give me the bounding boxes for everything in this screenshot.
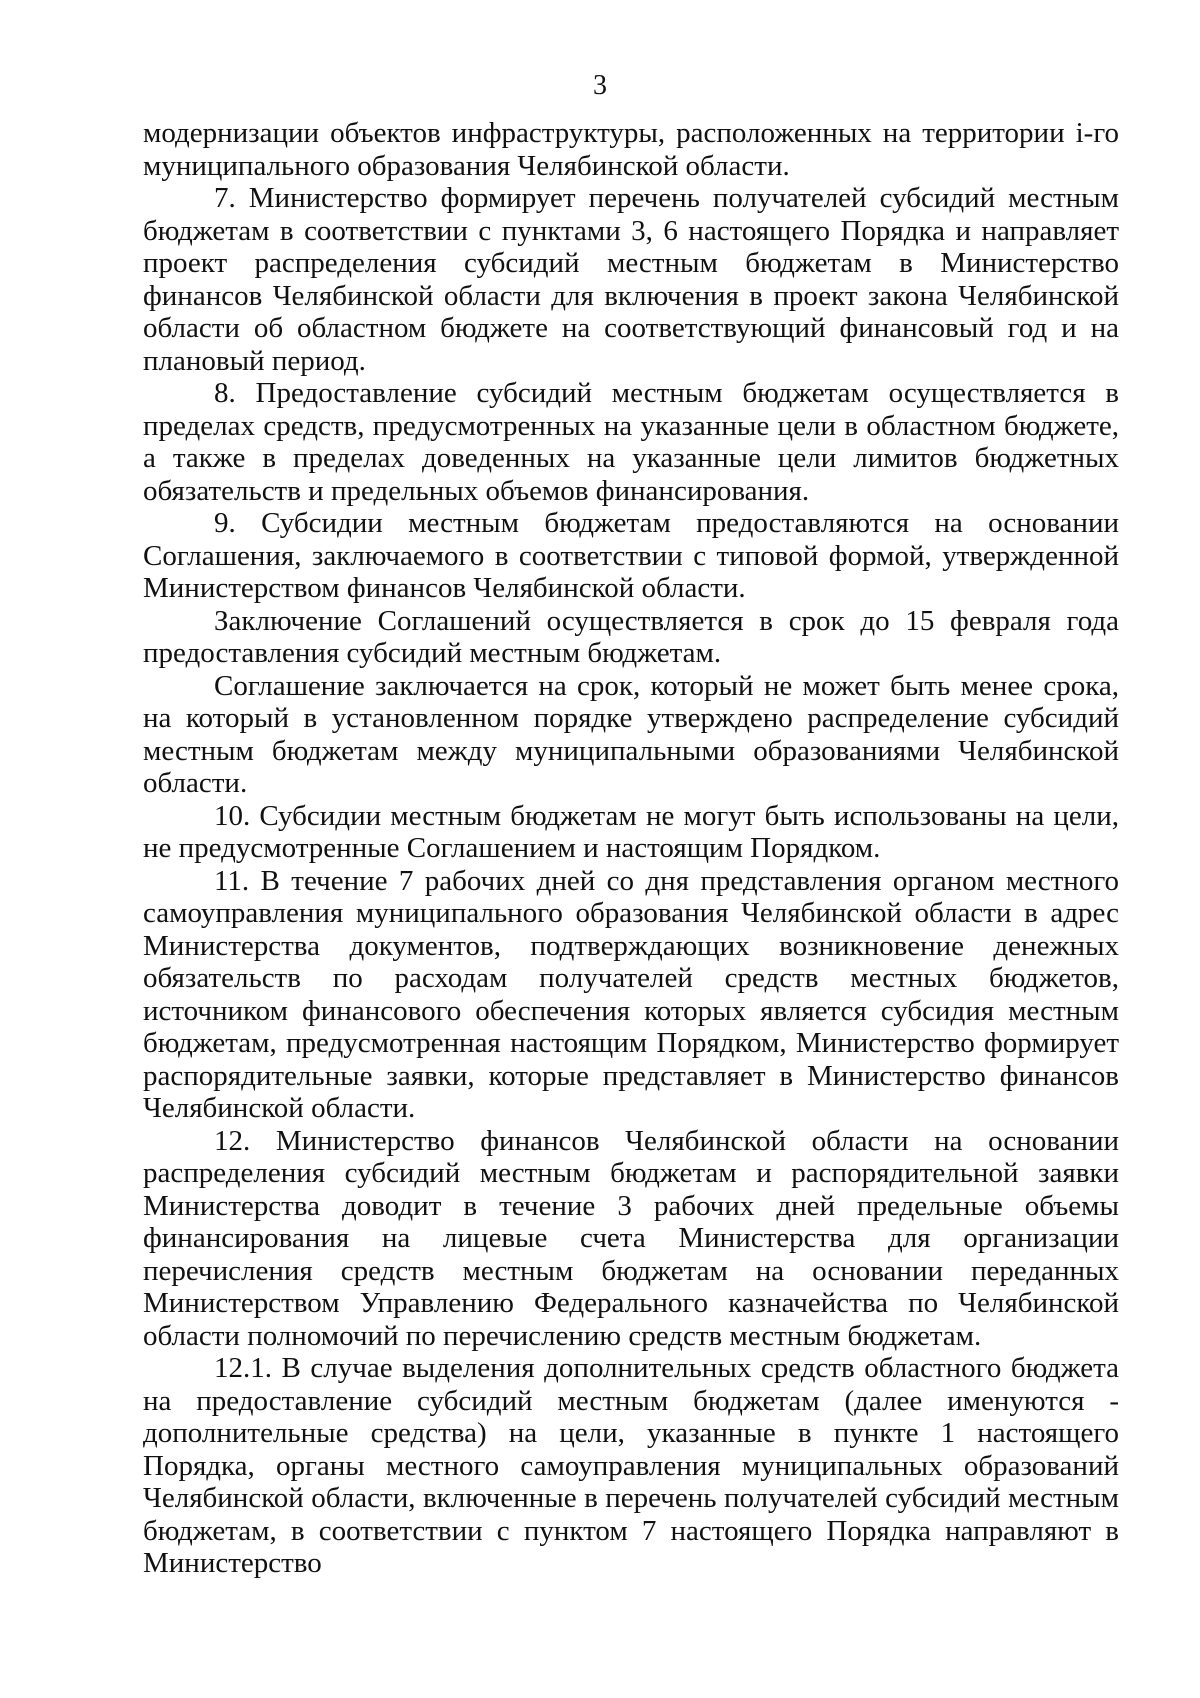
paragraph-item-12-1: 12.1. В случае выделения дополнительных средств областного бюджета на предоставление субсидий местным бюджетам (далее именуются - дополнительные средства) на цели, указанные в пункте 1 настоящего Порядка, органы местного самоуправления муниципальных образований Челябинской области, включенные в перечень получателей субсидий местным бюджетам, в соответствии с пунктом 7 настоящего Порядка направляют в Министерство <box>143 1352 1119 1579</box>
paragraph-item-8: 8. Предоставление субсидий местным бюджетам осуществляется в пределах средств, предусмотренных на указанные цели в областном бюджете, а также в пределах доведенных на указанные цели лимитов бюджетных обязательств и предельных объемов финансирования. <box>143 377 1119 507</box>
page-number: 3 <box>593 70 607 101</box>
paragraph-item-7: 7. Министерство формирует перечень получателей субсидий местным бюджетам в соответствии с пунктами 3, 6 настоящего Порядка и направляет проект распределения субсидий местным бюджетам в Министерство финансов Челябинской области для включения в проект закона Челябинской области об областном бюджете на соответствующий финансовый год и на плановый период. <box>143 182 1119 377</box>
paragraph-item-11: 11. В течение 7 рабочих дней со дня представления органом местного самоуправления муниципального образования Челябинской области в адрес Министерства документов, подтверждающих возникновение денежных обязательств по расходам получателей средств местных бюджетов, источником финансового обеспечения которых является субсидия местным бюджетам, предусмотренная настоящим Порядком, Министерство формирует распорядительные заявки, которые представляет в Министерство финансов Челябинской области. <box>143 864 1119 1124</box>
paragraph-item-10: 10. Субсидии местным бюджетам не могут быть использованы на цели, не предусмотренные Соглашением и настоящим Порядком. <box>143 799 1119 864</box>
paragraph-agreement-term: Соглашение заключается на срок, который не может быть менее срока, на который в установленном порядке утверждено распределение субсидий местным бюджетам между муниципальными образованиями Челябинской области. <box>143 669 1119 799</box>
paragraph-agreement-deadline: Заключение Соглашений осуществляется в срок до 15 февраля года предоставления субсидий местным бюджетам. <box>143 604 1119 669</box>
document-body <box>143 117 1119 1580</box>
paragraph-item-9: 9. Субсидии местным бюджетам предоставляются на основании Соглашения, заключаемого в соответствии с типовой формой, утвержденной Министерством финансов Челябинской области. <box>143 507 1119 604</box>
paragraph-item-12: 12. Министерство финансов Челябинской области на основании распределения субсидий местным бюджетам и распорядительной заявки Министерства доводит в течение 3 рабочих дней предельные объемы финансирования на лицевые счета Министерства для организации перечисления средств местным бюджетам на основании переданных Министерством Управлению Федерального казначейства по Челябинской области полномочий по перечислению средств местным бюджетам. <box>143 1124 1119 1352</box>
paragraph-continuation: модернизации объектов инфраструктуры, расположенных на территории i-го муниципального образования Челябинской области. <box>143 117 1119 182</box>
